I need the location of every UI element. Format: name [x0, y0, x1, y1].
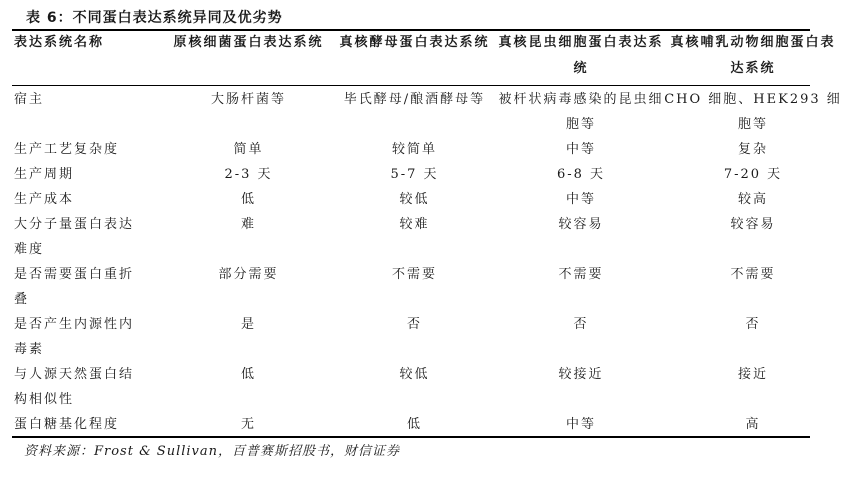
table-row: [12, 85, 842, 137]
table-cell: 中等: [565, 192, 596, 207]
table-cell: 毕氏酵母/酿酒酵母等: [343, 92, 486, 107]
header-cell: 表达系统名称: [14, 35, 105, 50]
table-cell: 低: [240, 192, 256, 207]
comparison-table: [12, 30, 842, 437]
table-row: [12, 162, 842, 187]
table-row: [12, 212, 842, 262]
table-cell: 否: [745, 317, 761, 332]
table-cell: 无: [240, 417, 256, 432]
source-note: 资料来源：Frost & Sullivan，百普赛斯招股书，财信证券: [24, 444, 401, 459]
table-cell: 复杂: [737, 142, 768, 157]
table-row: [12, 262, 842, 312]
row-label: 大分子量蛋白表达难度: [14, 217, 135, 257]
table-cell: 低: [406, 417, 422, 432]
row-label: 生产工艺复杂度: [14, 142, 120, 157]
table-cell: 简单: [233, 142, 264, 157]
table-cell: 否: [406, 317, 422, 332]
table-cell: 6-8 天: [556, 167, 606, 182]
row-label: 是否产生内源性内毒素: [14, 317, 135, 357]
table-cell: CHO 细胞、HEK293 细胞等: [664, 92, 842, 132]
table-cell: 2-3 天: [224, 167, 273, 182]
table-row: [12, 137, 842, 162]
table-cell: 7-20 天: [723, 167, 783, 182]
table-cell: 否: [573, 317, 589, 332]
table-row: [12, 187, 842, 212]
table-cell: 接近: [737, 367, 768, 382]
table-header-row: [12, 30, 842, 85]
table-cell: 较接近: [558, 367, 604, 382]
table-cell: 大肠杆菌等: [210, 92, 286, 107]
table-cell: 高: [745, 417, 761, 432]
table-cell: 较低: [399, 192, 430, 207]
table-cell: 较容易: [730, 217, 776, 232]
table-cell: 中等: [565, 417, 596, 432]
row-label: 生产周期: [14, 167, 75, 182]
table-row: [12, 362, 842, 412]
header-cell: 真核昆虫细胞蛋白表达系统: [498, 35, 664, 76]
table-title: 表 6：不同蛋白表达系统异同及优劣势: [26, 10, 283, 26]
table-cell: 不需要: [558, 267, 604, 282]
table-cell: 5-7 天: [390, 167, 439, 182]
row-label: 蛋白糖基化程度: [14, 417, 120, 432]
table-cell: 部分需要: [218, 267, 279, 282]
row-label: 生产成本: [14, 192, 75, 207]
row-label: 是否需要蛋白重折叠: [14, 267, 135, 307]
table-cell: 中等: [565, 142, 596, 157]
header-cell: 真核酵母蛋白表达系统: [339, 35, 490, 50]
table-row: [12, 312, 842, 362]
row-label: 与人源天然蛋白结构相似性: [14, 367, 135, 407]
header-cell: 真核哺乳动物细胞蛋白表达系统: [670, 35, 836, 76]
table-cell: 较低: [399, 367, 430, 382]
table-cell: 不需要: [730, 267, 776, 282]
table-cell: 较简单: [391, 142, 437, 157]
table-cell: 较容易: [558, 217, 604, 232]
table-cell: 不需要: [391, 267, 437, 282]
table-cell: 低: [240, 367, 256, 382]
table-row: [12, 412, 842, 437]
table-cell: 是: [240, 317, 256, 332]
row-label: 宿主: [14, 92, 45, 107]
table-cell: 被杆状病毒感染的昆虫细胞等: [498, 92, 664, 132]
header-cell: 原核细菌蛋白表达系统: [173, 35, 324, 50]
table-cell: 较高: [737, 192, 768, 207]
table-cell: 较难: [399, 217, 430, 232]
table-cell: 难: [240, 217, 256, 232]
